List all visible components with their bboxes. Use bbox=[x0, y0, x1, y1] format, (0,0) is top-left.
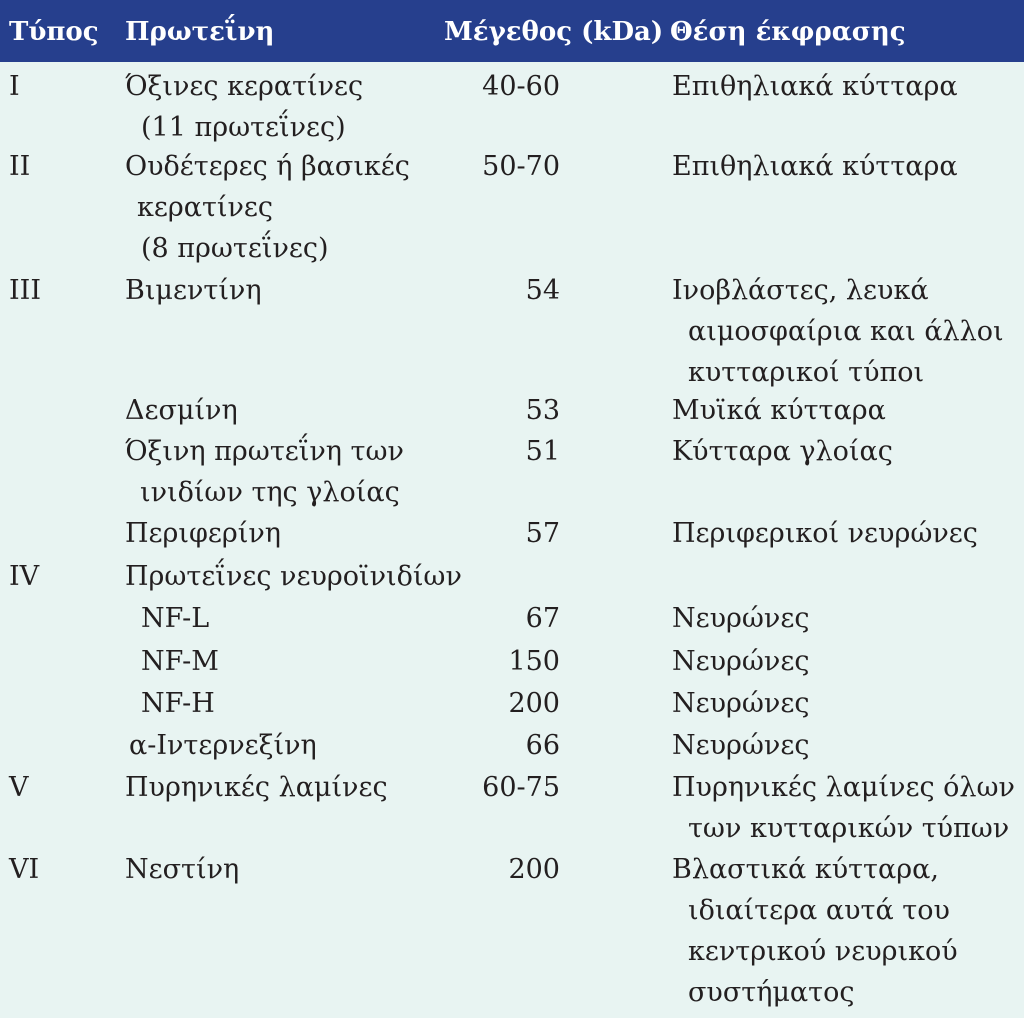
size-value: 51 bbox=[525, 436, 560, 467]
expression-location: κυτταρικοί τύποι bbox=[688, 357, 925, 388]
protein-name: NF-H bbox=[141, 688, 215, 719]
expression-location: συστήματος bbox=[688, 977, 855, 1008]
expression-location: Πυρηνικές λαμίνες όλων bbox=[672, 772, 1015, 803]
header-type: Τύπος bbox=[9, 17, 99, 47]
size-value: 60-75 bbox=[482, 772, 560, 803]
protein-name: Βιμεντίνη bbox=[125, 275, 262, 306]
protein-name: Ουδέτερες ή βασικές bbox=[125, 151, 410, 182]
size-value: 40-60 bbox=[482, 71, 560, 102]
size-value: 57 bbox=[525, 518, 560, 549]
expression-location: Μυϊκά κύτταρα bbox=[672, 395, 886, 426]
expression-location: Νευρώνες bbox=[672, 730, 810, 761]
protein-name: Νεστίνη bbox=[125, 854, 240, 885]
protein-name: Πρωτεΐνες νευροϊνιδίων bbox=[125, 561, 462, 592]
row-type: I bbox=[9, 71, 20, 102]
protein-name: ινιδίων της γλοίας bbox=[140, 477, 400, 508]
expression-location: Επιθηλιακά κύτταρα bbox=[672, 71, 958, 102]
protein-name: (8 πρωτεΐνες) bbox=[141, 233, 329, 264]
row-type: II bbox=[9, 151, 31, 182]
size-value: 200 bbox=[508, 688, 560, 719]
row-type: VI bbox=[9, 854, 40, 885]
expression-location: Βλαστικά κύτταρα, bbox=[672, 854, 939, 885]
size-value: 67 bbox=[525, 603, 560, 634]
header-location: Θέση έκφρασης bbox=[670, 17, 906, 47]
expression-location: Επιθηλιακά κύτταρα bbox=[672, 151, 958, 182]
protein-name: α-Ιντερνεξίνη bbox=[129, 730, 317, 761]
protein-name: Πυρηνικές λαμίνες bbox=[125, 772, 388, 803]
expression-location: των κυτταρικών τύπων bbox=[688, 813, 1010, 844]
protein-name: Δεσμίνη bbox=[125, 395, 238, 426]
expression-location: Ινοβλάστες, λευκά bbox=[672, 275, 929, 306]
expression-location: αιμοσφαίρια και άλλοι bbox=[688, 316, 1004, 347]
size-value: 200 bbox=[508, 854, 560, 885]
expression-location: Κύτταρα γλοίας bbox=[672, 436, 893, 467]
expression-location: Νευρώνες bbox=[672, 646, 810, 677]
table-header bbox=[0, 0, 1024, 62]
expression-location: κεντρικού νευρικού bbox=[688, 936, 958, 967]
row-type: III bbox=[9, 275, 41, 306]
expression-location: ιδιαίτερα αυτά του bbox=[688, 895, 950, 926]
protein-name: Περιφερίνη bbox=[125, 518, 281, 549]
expression-location: Νευρώνες bbox=[672, 688, 810, 719]
protein-name: κερατίνες bbox=[137, 192, 274, 223]
size-value: 150 bbox=[508, 646, 560, 677]
header-protein: Πρωτεΐνη bbox=[125, 17, 275, 47]
size-value: 54 bbox=[525, 275, 560, 306]
protein-name: NF-L bbox=[141, 603, 210, 634]
protein-name: Όξινη πρωτεΐνη των bbox=[125, 436, 404, 467]
protein-name: (11 πρωτεΐνες) bbox=[141, 112, 346, 143]
expression-location: Περιφερικοί νευρώνες bbox=[672, 518, 978, 549]
size-value: 50-70 bbox=[482, 151, 560, 182]
protein-name: Όξινες κερατίνες bbox=[125, 71, 364, 102]
expression-location: Νευρώνες bbox=[672, 603, 810, 634]
row-type: IV bbox=[9, 561, 40, 592]
header-size: Μέγεθος (kDa) bbox=[444, 17, 664, 47]
size-value: 53 bbox=[525, 395, 560, 426]
size-value: 66 bbox=[525, 730, 560, 761]
row-type: V bbox=[9, 772, 29, 803]
protein-name: NF-M bbox=[141, 646, 219, 677]
